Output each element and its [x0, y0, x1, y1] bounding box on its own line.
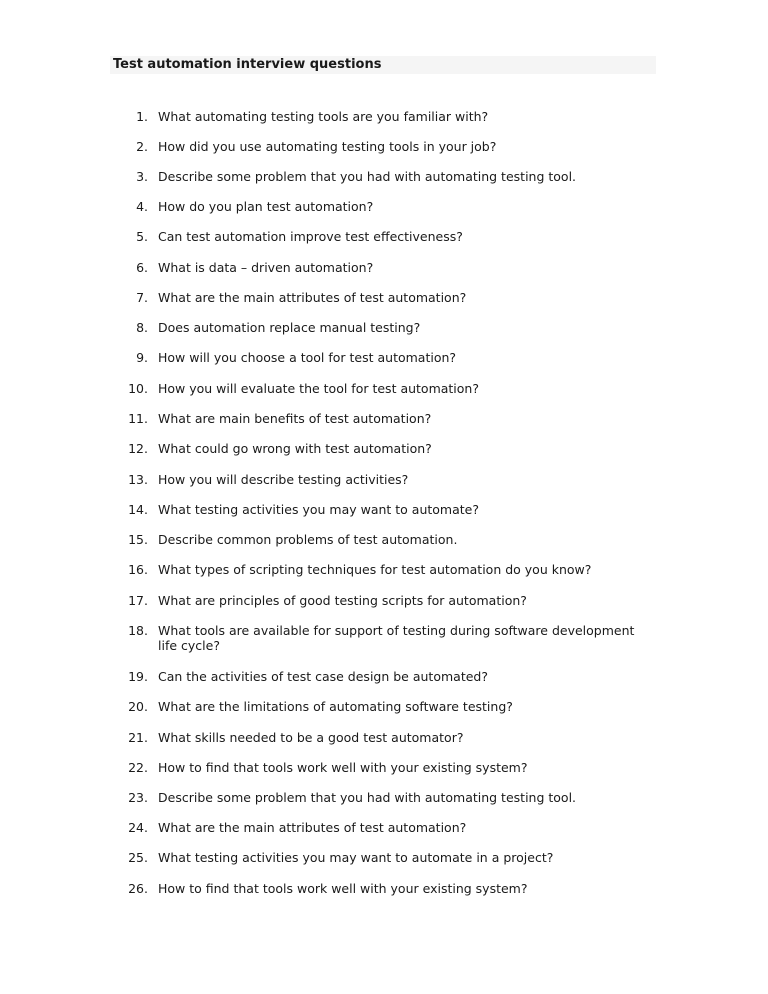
question-number: 1. [136, 109, 148, 124]
question-text: How to find that tools work well with your existing system? [158, 881, 528, 896]
question-text: What are the main attributes of test automation? [158, 290, 467, 305]
question-number: 23. [128, 790, 148, 805]
question-number: 10. [128, 381, 148, 396]
question-text: What are the main attributes of test automation? [158, 820, 467, 835]
question-text: What skills needed to be a good test automator? [158, 730, 464, 745]
question-number: 14. [128, 502, 148, 517]
question-text: What could go wrong with test automation? [158, 441, 432, 456]
question-text: What testing activities you may want to automate? [158, 502, 479, 517]
question-number: 19. [128, 669, 148, 684]
question-text: How you will evaluate the tool for test automation? [158, 381, 479, 396]
question-text: How do you plan test automation? [158, 199, 374, 214]
question-number: 26. [128, 881, 148, 896]
question-text: Can the activities of test case design be automated? [158, 669, 488, 684]
question-text: Does automation replace manual testing? [158, 320, 421, 335]
question-number: 21. [128, 730, 148, 745]
question-text: Describe some problem that you had with automating testing tool. [158, 169, 577, 184]
question-text: Describe some problem that you had with automating testing tool. [158, 790, 577, 805]
question-number: 22. [128, 760, 148, 775]
question-number: 15. [128, 532, 148, 547]
question-number: 25. [128, 850, 148, 865]
question-number: 12. [128, 441, 148, 456]
question-text: What are main benefits of test automation? [158, 411, 432, 426]
question-number: 13. [128, 472, 148, 487]
question-number: 7. [136, 290, 148, 305]
question-text: What is data – driven automation? [158, 260, 374, 275]
question-text: What automating testing tools are you familiar with? [158, 109, 489, 124]
question-text: What testing activities you may want to automate in a project? [158, 850, 554, 865]
question-number: 8. [136, 320, 148, 335]
question-number: 17. [128, 593, 148, 608]
question-number: 3. [136, 169, 148, 184]
question-number: 20. [128, 699, 148, 714]
question-number: 9. [136, 350, 148, 365]
question-number: 18. [128, 623, 148, 638]
question-text: What are the limitations of automating software testing? [158, 699, 513, 714]
question-number: 16. [128, 562, 148, 577]
question-number: 6. [136, 260, 148, 275]
question-text: Can test automation improve test effectiveness? [158, 229, 463, 244]
question-number: 2. [136, 139, 148, 154]
question-text: What are principles of good testing scripts for automation? [158, 593, 527, 608]
question-text: How did you use automating testing tools in your job? [158, 139, 497, 154]
question-text: How to find that tools work well with your existing system? [158, 760, 528, 775]
question-number: 24. [128, 820, 148, 835]
question-text: How will you choose a tool for test automation? [158, 350, 457, 365]
document-title: Test automation interview questions [110, 56, 656, 74]
question-text: What types of scripting techniques for test automation do you know? [158, 562, 592, 577]
question-text: Describe common problems of test automation. [158, 532, 458, 547]
question-text: How you will describe testing activities? [158, 472, 409, 487]
question-number: 4. [136, 199, 148, 214]
question-number: 5. [136, 229, 148, 244]
question-text: What tools are available for support of testing during software development life cycle? [158, 623, 635, 653]
question-number: 11. [128, 411, 148, 426]
